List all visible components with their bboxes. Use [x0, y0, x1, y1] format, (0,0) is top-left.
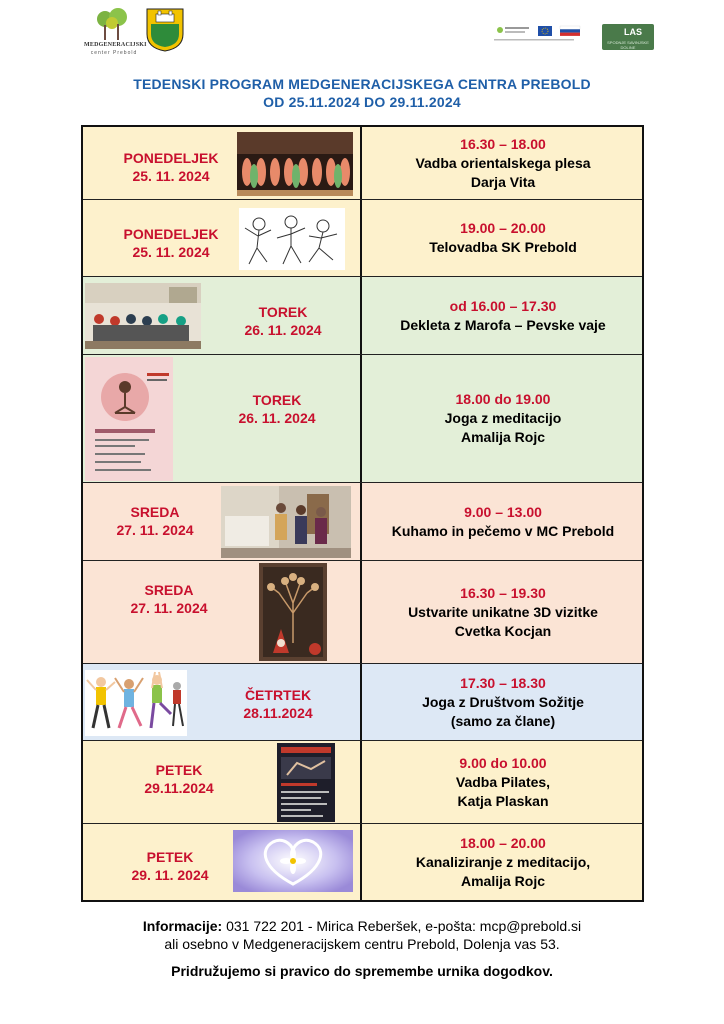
schedule-row [83, 561, 642, 664]
day-name: TOREK [252, 392, 302, 408]
day-date: 25. 11. 2024 [132, 244, 210, 260]
header-logos-right [494, 24, 656, 52]
day-date: 29. 11. 2024 [131, 867, 209, 883]
day-date: 28.11.2024 [243, 705, 313, 721]
dancers-photo-icon [237, 132, 353, 196]
choir-photo-icon [85, 283, 201, 349]
schedule-row [83, 127, 642, 200]
schedule-day-cell [83, 200, 362, 276]
page-title: TEDENSKI PROGRAM MEDGENERACIJSKEGA CENTRA PREBOLD [133, 76, 591, 92]
day-date: 27. 11. 2024 [130, 600, 208, 616]
footer-address: ali osebno v Medgeneracijskem centru Prebold, Dolenja vas 53. [164, 936, 560, 952]
las-logo [602, 24, 654, 50]
activity-line: Telovadba SK Prebold [429, 239, 577, 255]
activity-line: (samo za člane) [450, 712, 556, 729]
day-date: 26. 11. 2024 [238, 410, 316, 426]
page-date-range: OD 25.11.2024 DO 29.11.2024 [263, 94, 461, 110]
day-date: 26. 11. 2024 [244, 322, 322, 338]
activity-time: 18.00 – 20.00 [460, 834, 546, 851]
schedule-activity-cell [364, 561, 642, 663]
schedule-day-cell [83, 277, 362, 354]
day-name: PONEDELJEK [123, 150, 219, 166]
schedule-row [83, 741, 642, 824]
day-name: SREDA [144, 582, 194, 598]
activity-time: 17.30 – 18.30 [460, 674, 546, 691]
municipal-crest-icon [146, 8, 184, 52]
eu-sponsor-logos-icon [494, 24, 584, 46]
day-name: PETEK [146, 849, 194, 865]
activity-line: Amalija Rojc [460, 429, 546, 445]
tree-craft-photo-icon [259, 563, 327, 661]
schedule-row [83, 483, 642, 561]
yoga-cartoon-icon [85, 670, 187, 736]
activity-time: 19.00 – 20.00 [460, 220, 546, 236]
schedule-day-cell [83, 664, 362, 740]
day-date: 27. 11. 2024 [116, 522, 194, 538]
day-name: PONEDELJEK [123, 226, 219, 242]
day-label [89, 581, 249, 617]
footer-notice: Pridružujemo si pravico do spremembe urnika dogodkov. [171, 963, 553, 979]
schedule-table [81, 125, 644, 902]
schedule-day-cell [83, 741, 362, 823]
activity-line: Darja Vita [470, 173, 536, 190]
footer-info-label: Informacije: [142, 918, 223, 934]
day-label [195, 686, 361, 722]
day-date: 29.11.2024 [144, 780, 214, 796]
schedule-activity-cell [364, 824, 642, 900]
activity-line: Kanaliziranje z meditacijo, [415, 853, 591, 870]
day-name: SREDA [130, 504, 180, 520]
footer-contact-text: 031 722 201 - Mirica Reberšek, e-pošta: mcp@prebold.si [222, 918, 582, 934]
schedule-row [83, 824, 642, 900]
trees-logo-icon [96, 8, 130, 42]
activity-time: 16.30 – 19.30 [460, 584, 546, 601]
schedule-activity-cell [364, 355, 642, 482]
schedule-row [83, 200, 642, 277]
schedule-activity-cell [364, 200, 642, 276]
schedule-activity-cell [364, 664, 642, 740]
schedule-activity-cell [364, 483, 642, 560]
schedule-activity-cell [364, 277, 642, 354]
day-name: PETEK [155, 762, 203, 778]
las-logo-text: LAS [624, 27, 642, 37]
day-label [89, 225, 253, 261]
activity-line: Dekleta z Marofa – Pevske vaje [400, 316, 606, 333]
org-subtitle: center Prebold [90, 50, 138, 56]
pilates-poster-icon [277, 743, 335, 822]
activity-time: 9.00 do 10.00 [459, 754, 547, 771]
day-name: ČETRTEK [244, 687, 312, 703]
activity-line: Vadba orientalskega plesa [415, 154, 591, 171]
las-logo-subtitle: SPODNJE SAVINJSKE DOLINE [607, 40, 649, 50]
schedule-activity-cell [364, 127, 642, 199]
activity-line: Joga z Društvom Sožitje [422, 693, 584, 710]
org-name: MEDGENERACIJSKI [84, 42, 147, 48]
activity-time: 18.00 do 19.00 [455, 391, 551, 407]
activity-time: 9.00 – 13.00 [464, 503, 542, 520]
schedule-day-cell [83, 561, 362, 663]
day-label [87, 848, 253, 884]
schedule-row [83, 355, 642, 483]
activity-time: 16.30 – 18.00 [460, 135, 546, 152]
day-label [87, 503, 223, 539]
schedule-row [83, 664, 642, 741]
schedule-row [83, 277, 642, 355]
day-name: TOREK [258, 304, 308, 320]
schedule-day-cell [83, 483, 362, 560]
activity-line: Ustvarite unikatne 3D vizitke [408, 603, 598, 620]
activity-line: Cvetka Kocjan [454, 622, 552, 639]
schedule-day-cell [83, 127, 362, 199]
schedule-day-cell [83, 355, 362, 482]
schedule-day-cell [83, 824, 362, 900]
kitchen-photo-icon [221, 486, 351, 558]
footer-contact [0, 918, 724, 934]
activity-time: od 16.00 – 17.30 [449, 297, 557, 314]
activity-line: Vadba Pilates, [455, 773, 551, 790]
activity-line: Amalija Rojc [460, 872, 546, 889]
heart-flower-image-icon [233, 830, 353, 892]
day-label [89, 149, 253, 185]
activity-line: Katja Plaskan [457, 792, 549, 809]
activity-line: Joga z meditacijo [444, 410, 562, 426]
yoga-poster-icon [85, 357, 173, 481]
day-label [89, 761, 269, 797]
exercise-sketch-icon [239, 208, 345, 270]
schedule-activity-cell [364, 741, 642, 823]
day-label [193, 391, 361, 427]
day-label [203, 303, 363, 339]
header-logos-left [84, 8, 194, 60]
day-date: 25. 11. 2024 [132, 168, 210, 184]
activity-line: Kuhamo in pečemo v MC Prebold [391, 522, 615, 539]
